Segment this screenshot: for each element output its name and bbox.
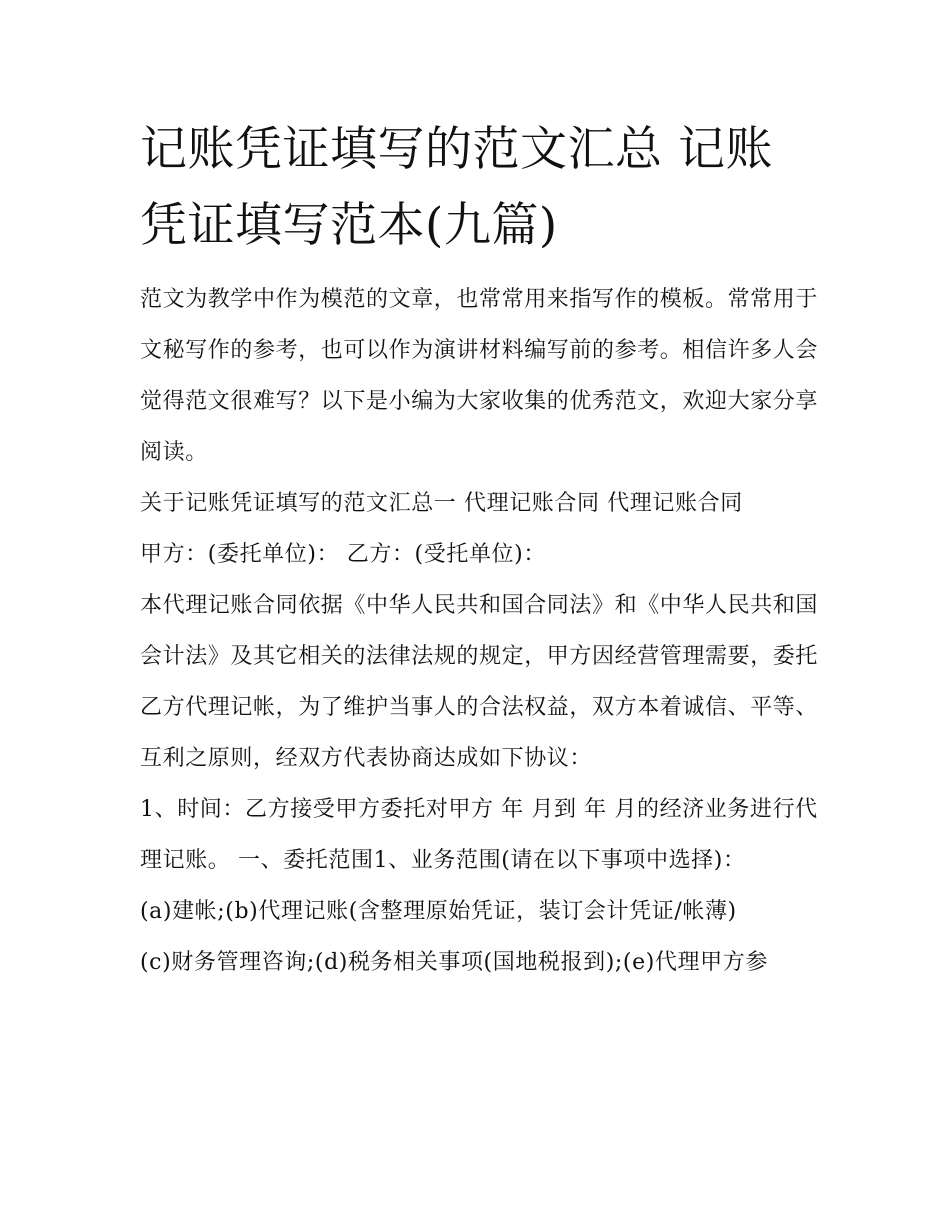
document-title: 记账凭证填写的范文汇总 记账凭证填写范本(九篇) [140, 122, 773, 253]
contract-basis-paragraph: 本代理记账合同依据《中华人民共和国合同法》和《中华人民共和国会计法》及其它相关的法律法规的规定，甲方因经营管理需要，委托乙方代理记帐，为了维护当事人的合法权益，双方本着诚信、平等、互利之原则，经双方代表协商达成如下协议： [140, 593, 819, 771]
business-items-paragraph-2: (c)财务管理咨询;(d)税务相关事项(国地税报到);(e)代理甲方参 [140, 950, 768, 975]
business-items-paragraph-1: (a)建帐;(b)代理记账(含整理原始凭证，装订会计凭证/帐薄) [140, 899, 737, 924]
section-heading-paragraph: 关于记账凭证填写的范文汇总一 代理记账合同 代理记账合同 [140, 491, 743, 516]
intro-paragraph: 范文为教学中作为模范的文章，也常常用来指写作的模板。常常用于文秘写作的参考，也可以作为演讲材料编写前的参考。相信许多人会觉得范文很难写？以下是小编为大家收集的优秀范文，欢迎大家分享阅读。 [140, 287, 819, 465]
parties-paragraph: 甲方：(委托单位)： 乙方：(受托单位)： [140, 542, 546, 567]
document-page [140, 112, 820, 988]
time-clause-paragraph: 1、时间：乙方接受甲方委托对甲方 年 月到 年 月的经济业务进行代理记账。 一、委托范围1、业务范围(请在以下事项中选择)： [140, 797, 818, 873]
